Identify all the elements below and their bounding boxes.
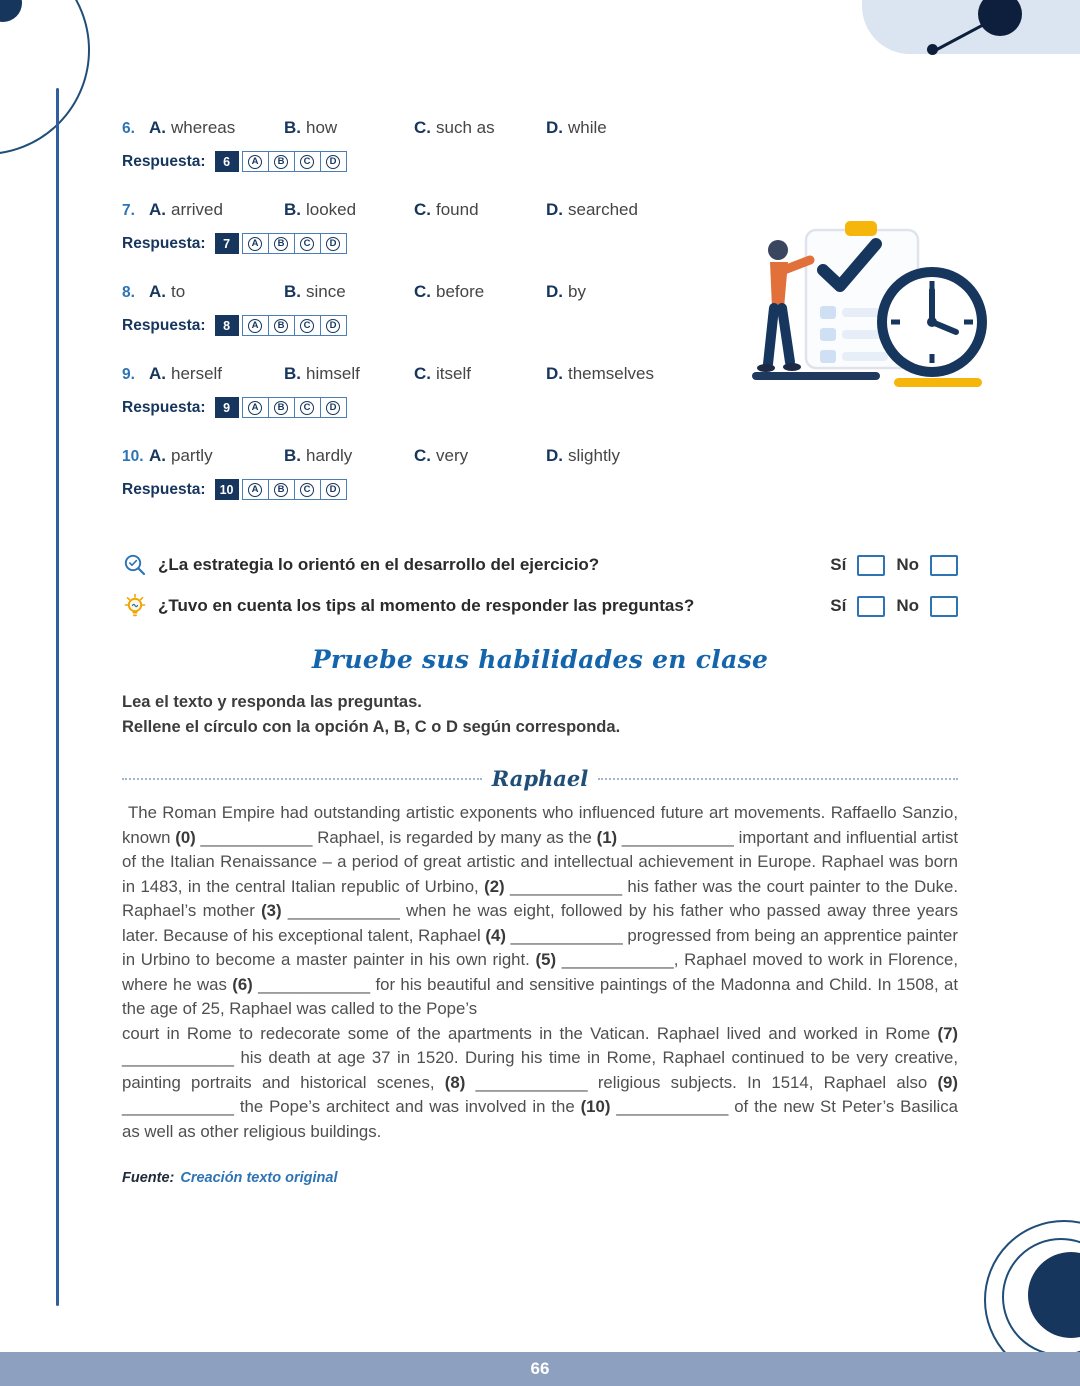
option-c	[414, 118, 546, 138]
survey-section	[122, 552, 958, 619]
answer-bubble-a[interactable]	[242, 315, 269, 336]
answer-bubble-a[interactable]	[242, 151, 269, 172]
answer-bubble-a[interactable]	[242, 397, 269, 418]
bottom-right-ring2-decoration	[1002, 1238, 1080, 1356]
option-b	[284, 200, 414, 220]
option-text: partly	[171, 446, 213, 465]
option-text: before	[436, 282, 485, 301]
answer-bubble-b[interactable]	[268, 151, 295, 172]
bubble-letter: A	[248, 401, 262, 415]
page-number: 66	[530, 1359, 550, 1378]
instructions	[122, 690, 958, 740]
answer-number-box: 7	[215, 233, 239, 254]
option-text: looked	[306, 200, 357, 219]
option-letter: D.	[546, 118, 563, 137]
respuesta-row	[122, 315, 958, 336]
option-text: while	[568, 118, 607, 137]
no-checkbox[interactable]	[930, 596, 958, 617]
bubble-letter: A	[248, 319, 262, 333]
option-c	[414, 282, 546, 302]
option-text: themselves	[568, 364, 654, 383]
option-b	[284, 364, 414, 384]
yes-checkbox[interactable]	[857, 555, 885, 576]
question-number: 7.	[122, 202, 135, 219]
answer-bubble-b[interactable]	[268, 397, 295, 418]
top-right-circle-decoration	[978, 0, 1022, 36]
option-text: to	[171, 282, 186, 301]
reading-paragraph-1: The Roman Empire had outstanding artistic exponents who influenced future art movements. Raffaello Sanzio, known (0) ____________ Raphael, is regarded by many as the (1) ____________ important and influential artist of the Italian Renaissance – a period of great artistic and intellectual achievement in Europe. Raphael was born in 1483, in the central Italian republic of Urbino, (2) ____________ his father was the court painter to the Duke. Raphael’s mother (3) ____________ when he was eight, followed by his father who passed away three years later. Because of his exceptional talent, Raphael (4) ____________ progressed from being an apprentice painter in Urbino to become a master painter in his own right. (5) ____________, Raphael moved to work in Florence, where he was (6) ____________ for his beautiful and sensitive paintings of the Madonna and Child. In 1508, at the age of 25, Raphael was called to the Pope’s	[122, 803, 959, 1018]
no-checkbox[interactable]	[930, 555, 958, 576]
option-text: itself	[436, 364, 471, 383]
answer-strip	[215, 233, 347, 254]
question-block-7	[122, 200, 958, 254]
respuesta-row	[122, 479, 958, 500]
option-letter: B.	[284, 118, 301, 137]
bubble-letter: D	[326, 155, 340, 169]
dotted-divider-left	[122, 778, 482, 780]
respuesta-label: Respuesta:	[122, 152, 206, 170]
option-d	[546, 282, 958, 302]
bubble-letter: D	[326, 483, 340, 497]
option-letter: A.	[149, 282, 166, 301]
option-a	[149, 200, 284, 220]
option-text: himself	[306, 364, 360, 383]
option-letter: A.	[149, 446, 166, 465]
answer-number-box: 8	[215, 315, 239, 336]
option-letter: C.	[414, 282, 431, 301]
bubble-letter: C	[300, 155, 314, 169]
answer-bubble-b[interactable]	[268, 479, 295, 500]
lightbulb-icon	[122, 593, 148, 619]
bubble-letter: B	[274, 483, 288, 497]
answer-bubble-d[interactable]	[320, 479, 347, 500]
option-c	[414, 446, 546, 466]
option-text: by	[568, 282, 586, 301]
questions-section	[122, 118, 958, 500]
footer-bar	[0, 1352, 1080, 1386]
left-border-line	[56, 88, 59, 1306]
source-label: Fuente:	[122, 1170, 175, 1186]
option-letter: B.	[284, 282, 301, 301]
option-text: slightly	[568, 446, 620, 465]
respuesta-label: Respuesta:	[122, 398, 206, 416]
option-text: whereas	[171, 118, 236, 137]
question-row	[122, 200, 958, 220]
answer-bubble-c[interactable]	[294, 397, 321, 418]
respuesta-label: Respuesta:	[122, 480, 206, 498]
option-letter: C.	[414, 446, 431, 465]
respuesta-label: Respuesta:	[122, 234, 206, 252]
bubble-letter: D	[326, 319, 340, 333]
yes-label: Sí	[830, 596, 847, 615]
no-label: No	[896, 596, 919, 615]
answer-strip	[215, 151, 347, 172]
option-letter: B.	[284, 364, 301, 383]
answer-number-box: 9	[215, 397, 239, 418]
answer-bubble-d[interactable]	[320, 397, 347, 418]
top-left-dot-decoration	[0, 0, 22, 22]
option-letter: D.	[546, 446, 563, 465]
answer-bubble-d[interactable]	[320, 233, 347, 254]
question-block-10	[122, 446, 958, 500]
answer-bubble-a[interactable]	[242, 479, 269, 500]
option-c	[414, 364, 546, 384]
option-text: searched	[568, 200, 638, 219]
answer-bubble-c[interactable]	[294, 233, 321, 254]
option-letter: A.	[149, 118, 166, 137]
option-d	[546, 118, 958, 138]
bubble-letter: A	[248, 237, 262, 251]
option-letter: B.	[284, 446, 301, 465]
option-text: very	[436, 446, 469, 465]
yes-label: Sí	[830, 555, 847, 574]
reading-text	[122, 801, 958, 1144]
option-text: hardly	[306, 446, 353, 465]
option-b	[284, 282, 414, 302]
option-d	[546, 200, 958, 220]
answer-bubble-d[interactable]	[320, 315, 347, 336]
respuesta-row	[122, 151, 958, 172]
section-title: Pruebe sus habilidades en clase	[311, 645, 769, 674]
bubble-letter: B	[274, 401, 288, 415]
answer-number-box: 6	[215, 151, 239, 172]
source-row	[122, 1170, 958, 1186]
no-label: No	[896, 555, 919, 574]
question-row	[122, 118, 958, 138]
question-number: 10.	[122, 448, 144, 465]
bubble-letter: A	[248, 155, 262, 169]
question-number: 8.	[122, 284, 135, 301]
answer-bubble-c[interactable]	[294, 151, 321, 172]
option-letter: D.	[546, 364, 563, 383]
survey-row-strategy	[122, 552, 958, 578]
answer-strip	[215, 479, 347, 500]
option-c	[414, 200, 546, 220]
option-text: such as	[436, 118, 495, 137]
bubble-letter: B	[274, 319, 288, 333]
bubble-letter: B	[274, 237, 288, 251]
bubble-letter: B	[274, 155, 288, 169]
reading-title: Raphael	[491, 766, 589, 791]
survey-row-tips	[122, 593, 958, 619]
question-block-8	[122, 282, 958, 336]
option-b	[284, 118, 414, 138]
answer-bubble-c[interactable]	[294, 479, 321, 500]
yes-no-group	[738, 555, 958, 576]
answer-strip	[215, 315, 347, 336]
yes-checkbox[interactable]	[857, 596, 885, 617]
bubble-letter: C	[300, 483, 314, 497]
bubble-letter: C	[300, 401, 314, 415]
source-text: Creación texto original	[180, 1170, 338, 1186]
respuesta-label: Respuesta:	[122, 316, 206, 334]
option-a	[149, 364, 284, 384]
bubble-letter: D	[326, 237, 340, 251]
option-text: arrived	[171, 200, 223, 219]
question-row	[122, 282, 958, 302]
option-d	[546, 446, 958, 466]
question-row	[122, 446, 958, 466]
option-a	[149, 282, 284, 302]
page-content	[122, 0, 958, 1186]
bubble-letter: C	[300, 319, 314, 333]
respuesta-row	[122, 233, 958, 254]
bubble-letter: A	[248, 483, 262, 497]
reading-title-row	[122, 766, 958, 791]
option-text: herself	[171, 364, 223, 383]
respuesta-row	[122, 397, 958, 418]
answer-number-box: 10	[215, 479, 239, 500]
answer-strip	[215, 397, 347, 418]
bubble-letter: D	[326, 401, 340, 415]
option-letter: C.	[414, 364, 431, 383]
yes-no-group	[738, 596, 958, 617]
instruction-line-2: Rellene el círculo con la opción A, B, C o D según corresponda.	[122, 718, 621, 736]
option-letter: D.	[546, 200, 563, 219]
bubble-letter: C	[300, 237, 314, 251]
bottom-right-dot-decoration	[1028, 1252, 1080, 1338]
option-d	[546, 364, 958, 384]
option-letter: B.	[284, 200, 301, 219]
option-text: how	[306, 118, 338, 137]
answer-bubble-a[interactable]	[242, 233, 269, 254]
option-a	[149, 446, 284, 466]
option-letter: A.	[149, 200, 166, 219]
option-letter: C.	[414, 118, 431, 137]
question-block-9	[122, 364, 958, 418]
magnifier-icon	[122, 552, 148, 578]
option-text: since	[306, 282, 346, 301]
option-text: found	[436, 200, 479, 219]
option-letter: C.	[414, 200, 431, 219]
instruction-line-1: Lea el texto y responda las preguntas.	[122, 693, 422, 711]
answer-bubble-c[interactable]	[294, 315, 321, 336]
option-letter: A.	[149, 364, 166, 383]
question-number: 9.	[122, 366, 135, 383]
answer-bubble-b[interactable]	[268, 315, 295, 336]
reading-paragraph-2: court in Rome to redecorate some of the apartments in the Vatican. Raphael lived and worked in Rome (7) ____________ his death at age 37 in 1520. During his time in Rome, Raphael continued to be very creative, painting portraits and historical scenes, (8) ____________ religious subjects. In 1514, Raphael also (9) ____________ the Pope’s architect and was involved in the (10) ____________ of the new St Peter’s Basilica as well as other religious buildings.	[122, 1023, 959, 1141]
answer-bubble-d[interactable]	[320, 151, 347, 172]
question-row	[122, 364, 958, 384]
answer-bubble-b[interactable]	[268, 233, 295, 254]
survey-question: ¿La estrategia lo orientó en el desarrollo del ejercicio?	[158, 555, 600, 574]
option-a	[149, 118, 284, 138]
dotted-divider-right	[598, 778, 958, 780]
option-b	[284, 446, 414, 466]
top-left-arc-decoration	[0, 0, 90, 155]
survey-question: ¿Tuvo en cuenta los tips al momento de responder las preguntas?	[158, 596, 695, 615]
question-block-6	[122, 118, 958, 172]
option-letter: D.	[546, 282, 563, 301]
question-number: 6.	[122, 120, 135, 137]
